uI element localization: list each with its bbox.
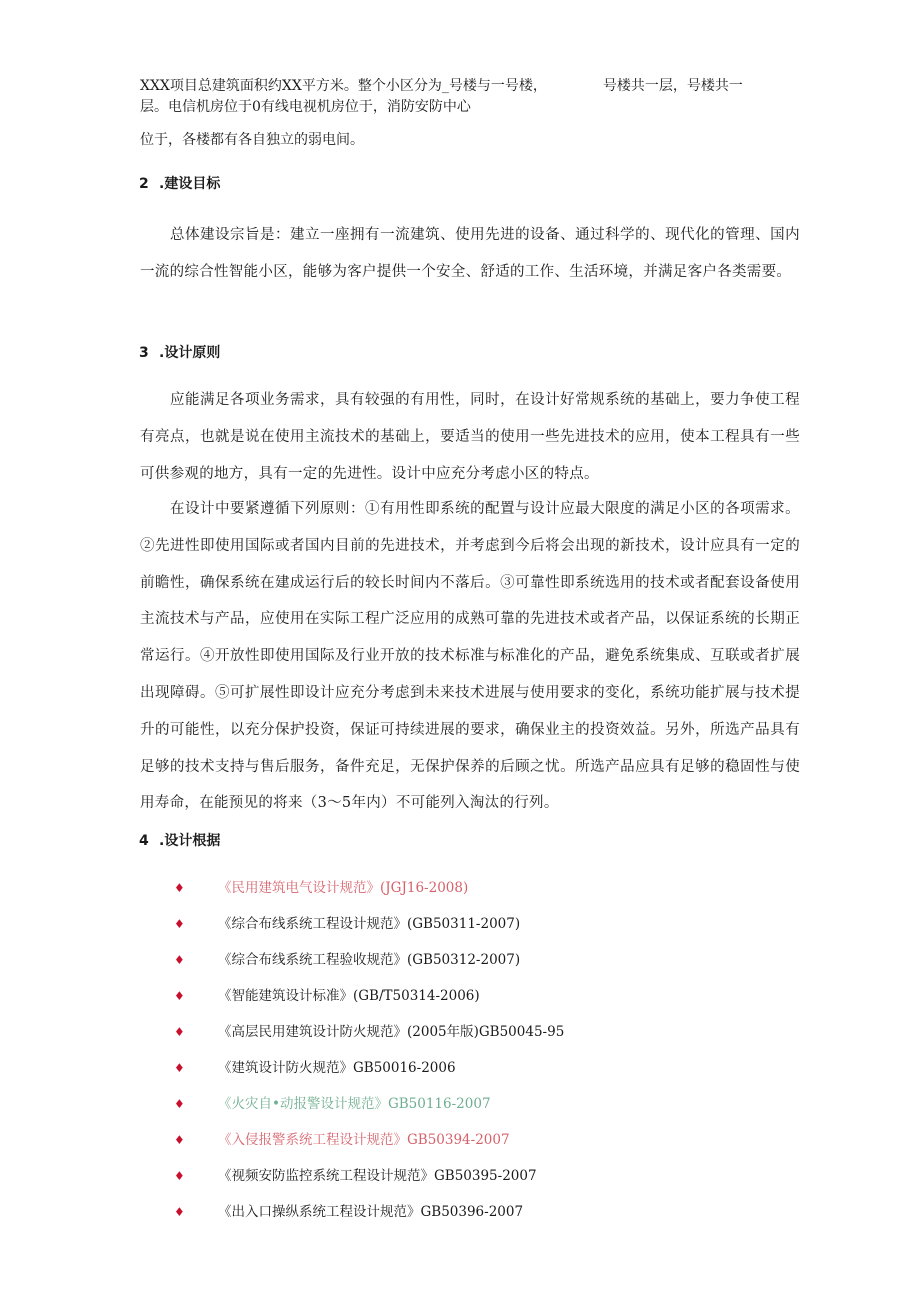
reference-item: [174, 1020, 564, 1040]
reference-item: [174, 984, 480, 1004]
reference-text: 《智能建筑设计标准》(GB/T50314-2006): [218, 988, 480, 1004]
section-number: 3: [139, 345, 149, 361]
reference-text: 《综合布线系统工程设计规范》(GB50311-2007): [218, 916, 521, 932]
reference-text: 《出入口操纵系统工程设计规范》GB50396-2007: [218, 1204, 524, 1220]
section-heading-4: [139, 830, 220, 850]
diamond-bullet-icon: ♦: [174, 917, 185, 931]
diamond-bullet-icon: ♦: [174, 989, 185, 1003]
reference-text: 《视频安防监控系统工程设计规范》GB50395-2007: [218, 1168, 537, 1184]
diamond-bullet-icon: ♦: [174, 1061, 185, 1075]
reference-item: [174, 1164, 537, 1184]
section-2-paragraph: 总体建设宗旨是：建立一座拥有一流建筑、使用先进的设备、通过科学的、现代化的管理、国内一流的综合性智能小区，能够为客户提供一个安全、舒适的工作、生活环境，并满足客户各类需要。: [140, 227, 800, 280]
diamond-bullet-icon: ♦: [174, 953, 185, 967]
diamond-bullet-icon: ♦: [174, 881, 185, 895]
diamond-bullet-icon: ♦: [174, 1169, 185, 1183]
diamond-bullet-icon: ♦: [174, 1133, 185, 1147]
section-number: 4: [139, 833, 149, 849]
diamond-bullet-icon: ♦: [174, 1205, 185, 1219]
diamond-bullet-icon: ♦: [174, 1097, 185, 1111]
section-number: 2: [139, 176, 149, 192]
reference-item: [174, 948, 520, 968]
section-heading-3: [139, 342, 220, 362]
section-3-paragraph-1: 应能满足各项业务需求，具有较强的有用性，同时，在设计好常规系统的基础上，要力争使工程有亮点，也就是说在使用主流技术的基础上，要适当的使用一些先进技术的应用，使本工程具有一些可供参观的地方，具有一定的先进性。设计中应充分考虑小区的特点。: [140, 392, 800, 482]
reference-text: 《民用建筑电气设计规范》(JGJ16-2008): [218, 880, 469, 896]
intro-line-2: 层。电信机房位于0有线电视机房位于，消防安防中心: [140, 99, 471, 115]
intro-line-1-part-a: XXX项目总建筑面积约XX平方米。整个小区分为_号楼与一号楼，: [140, 78, 547, 94]
intro-line-3: 位于，各楼都有各自独立的弱电间。: [140, 132, 364, 148]
reference-text: 《火灾自•动报警设计规范》GB50116-2007: [218, 1096, 491, 1112]
section-title: .建设目标: [159, 176, 221, 192]
reference-item: [174, 1092, 491, 1112]
intro-line-1-part-b: 号楼共一层，号楼共一: [602, 78, 743, 94]
reference-text: 《高层民用建筑设计防火规范》(2005年版)GB50045-95: [218, 1024, 565, 1040]
diamond-bullet-icon: ♦: [174, 1025, 185, 1039]
reference-item: [174, 1200, 523, 1220]
reference-item: [174, 1128, 510, 1148]
intro-line-1: [140, 77, 743, 95]
reference-item: [174, 1056, 456, 1076]
reference-text: 《建筑设计防火规范》GB50016-2006: [218, 1060, 456, 1076]
section-3-paragraph-2: 在设计中要紧遵循下列原则：①有用性即系统的配置与设计应最大限度的满足小区的各项需求。②先进性即使用国际或者国内目前的先进技术，并考虑到今后将会出现的新技术，设计应具有一定的前瞻性，确保系统在建成运行后的较长时间内不落后。③可靠性即系统选用的技术或者配套设备使用主流技术与产品，应使用在实际工程广泛应用的成熟可靠的先进技术或者产品，以保证系统的长期正常运行。④开放性即使用国际及行业开放的技术标准与标准化的产品，避免系统集成、互联或者扩展出现障碍。⑤可扩展性即设计应充分考虑到未来技术进展与使用要求的变化，系统功能扩展与技术提升的可能性，以充分保护投资，保证可持续进展的要求，确保业主的投资效益。另外，所选产品具有足够的技术支持与售后服务，备件充足，无保护保养的后顾之忧。所选产品应具有足够的稳固性与使用寿命，在能预见的将来（3～5年内）不可能列入淘汰的行列。: [140, 501, 800, 812]
reference-text: 《综合布线系统工程验收规范》(GB50312-2007): [218, 952, 521, 968]
section-heading-2: [139, 173, 220, 193]
reference-text: 《入侵报警系统工程设计规范》GB50394-2007: [218, 1132, 510, 1148]
reference-item: [174, 912, 520, 932]
reference-item: [174, 876, 468, 896]
section-title: .设计根据: [159, 833, 221, 849]
section-title: .设计原则: [159, 345, 221, 361]
